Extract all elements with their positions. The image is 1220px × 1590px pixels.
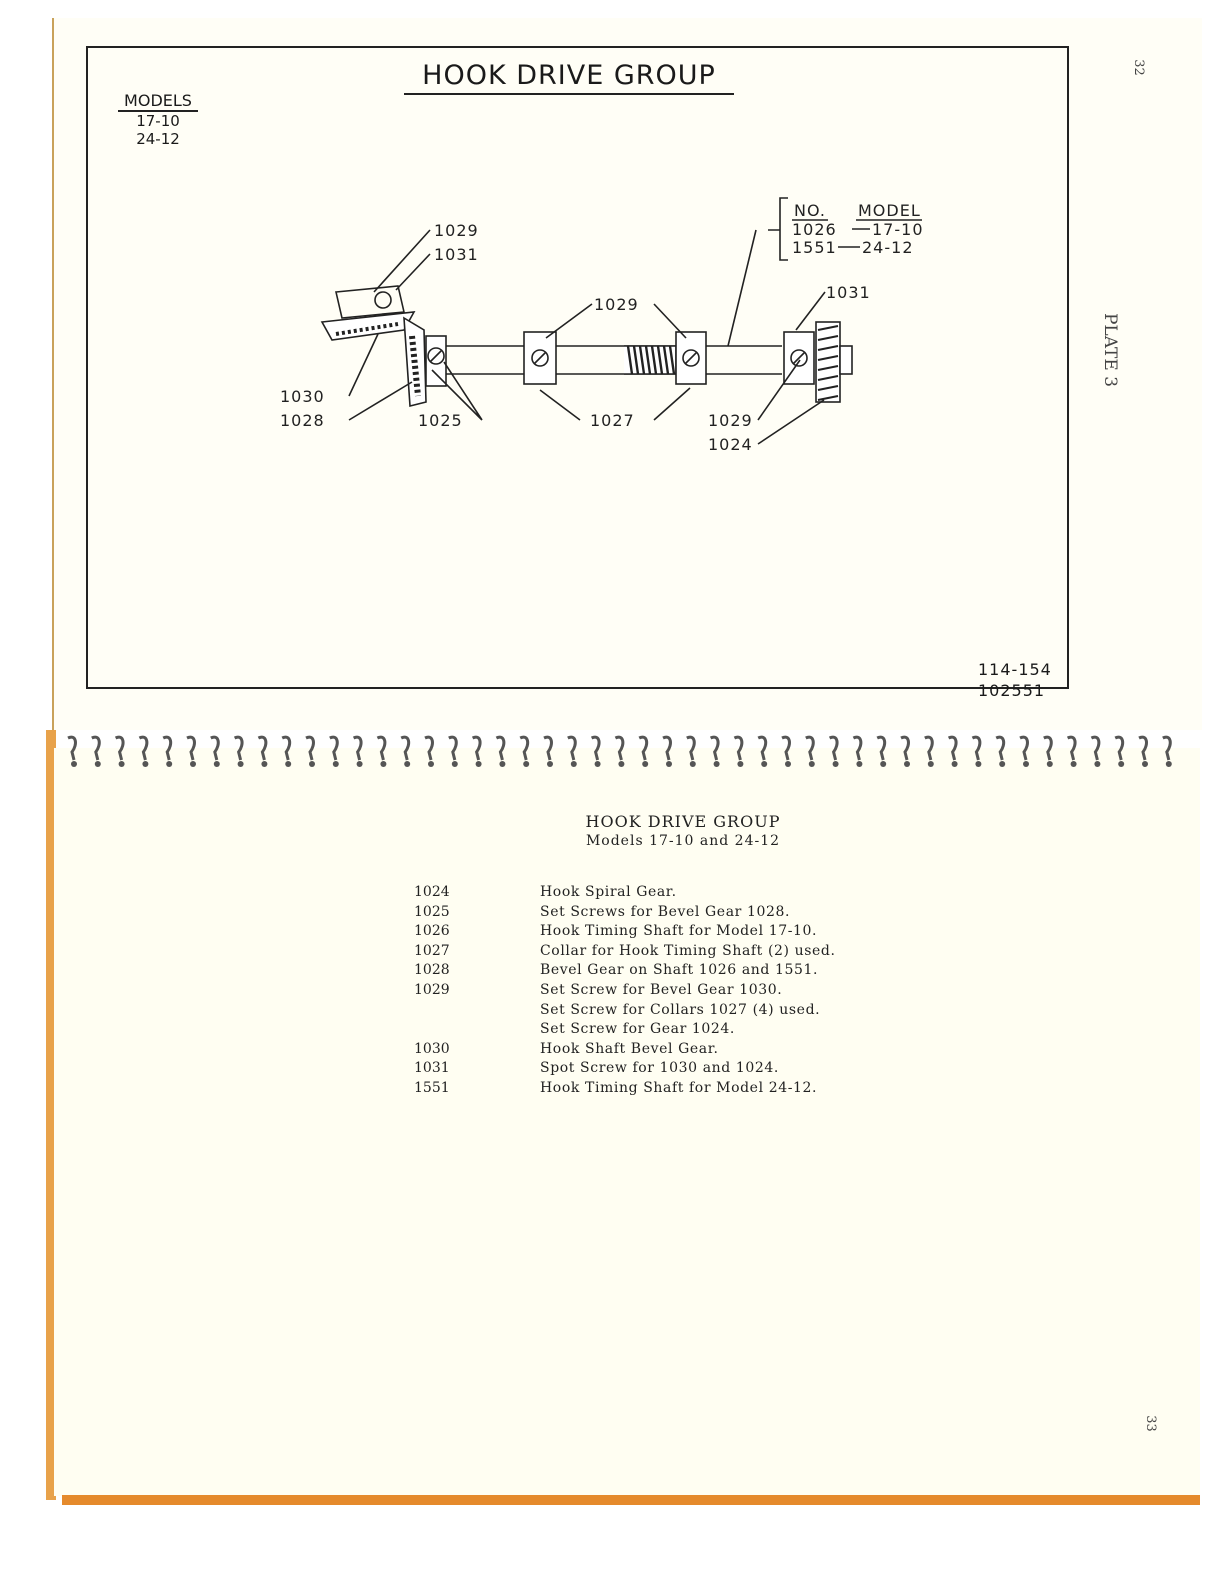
parts-row <box>414 904 836 924</box>
binding-hole <box>71 761 77 767</box>
binding-hole <box>142 761 148 767</box>
plate-side-label: PLATE 3 <box>1100 312 1120 388</box>
part-description: Hook Spiral Gear. <box>540 884 677 900</box>
bottom-page-number: 33 <box>1142 1415 1158 1432</box>
binding-hole <box>499 761 505 767</box>
binding-hole <box>238 761 244 767</box>
binding-coil <box>877 737 884 760</box>
binding-coil <box>782 737 789 760</box>
binding-hole <box>785 761 791 767</box>
drawing-number: 114-154 <box>978 660 1052 679</box>
binding-coil <box>1020 737 1027 760</box>
binding-hole <box>714 761 720 767</box>
parts-row <box>414 1002 836 1022</box>
parts-row <box>414 1041 836 1061</box>
binding-coil <box>163 737 170 760</box>
part-description: Hook Timing Shaft for Model 17-10. <box>540 923 818 940</box>
part-description: Set Screw for Bevel Gear 1030. <box>540 981 783 998</box>
callout-1025: 1025 <box>418 411 463 430</box>
part-description: Hook Timing Shaft for Model 24-12. <box>540 1079 818 1096</box>
binding-hole <box>690 761 696 767</box>
binding-coil <box>139 737 146 760</box>
binding-coil <box>1163 737 1170 760</box>
binding-hole <box>261 761 267 767</box>
drawing-number: 102551 <box>978 681 1046 700</box>
binding-hole <box>737 761 743 767</box>
binding-coil <box>377 737 384 760</box>
callout-1030: 1030 <box>280 387 325 406</box>
binding-coil <box>711 737 718 760</box>
parts-row <box>414 962 836 982</box>
binding-coil <box>306 737 313 760</box>
parts-row <box>414 982 836 1002</box>
binding-hole <box>1071 761 1077 767</box>
binding-coil <box>687 737 694 760</box>
binding-hole <box>404 761 410 767</box>
binding-hole <box>380 761 386 767</box>
binding-coil <box>282 737 289 760</box>
callout-1031: 1031 <box>434 245 479 264</box>
part-number: 1031 <box>414 1060 450 1077</box>
binding-coil <box>853 737 860 760</box>
binding-hole <box>880 761 886 767</box>
part-number <box>414 1021 540 1041</box>
legend-model: 24-12 <box>862 238 914 257</box>
binding-coil <box>758 737 765 760</box>
lower-page <box>54 748 1200 1496</box>
binding-hole <box>452 761 458 767</box>
part-description: Bevel Gear on Shaft 1026 and 1551. <box>540 962 819 979</box>
part-number: 1028 <box>414 962 450 979</box>
binding-coil <box>1139 737 1146 760</box>
legend-model: 17-10 <box>872 220 924 239</box>
binding-coil <box>568 737 575 760</box>
binding-hole <box>214 761 220 767</box>
part-number: 1030 <box>414 1040 450 1057</box>
parts-row <box>414 884 836 904</box>
binding-coil <box>92 737 99 760</box>
binding-coil <box>211 737 218 760</box>
callout-1029: 1029 <box>594 295 639 314</box>
binding-hole <box>904 761 910 767</box>
binding-hole <box>476 761 482 767</box>
binding-hole <box>618 761 624 767</box>
callout-1027: 1027 <box>590 411 635 430</box>
part-number: 1026 <box>414 923 450 940</box>
binding-edge-bottom <box>62 1495 1200 1505</box>
binding-hole <box>523 761 529 767</box>
binding-hole <box>595 761 601 767</box>
binding-coil <box>520 737 527 760</box>
binding-hole <box>1118 761 1124 767</box>
binding-coil <box>401 737 408 760</box>
part-number: 1025 <box>414 903 450 920</box>
binding-hole <box>190 761 196 767</box>
parts-row <box>414 923 836 943</box>
binding-coil <box>496 737 503 760</box>
model-line: 17-10 <box>136 112 180 130</box>
binding-coil <box>258 737 265 760</box>
part-number: 1029 <box>414 981 450 998</box>
parts-list-title: HOOK DRIVE GROUP <box>585 812 781 831</box>
callout-1029: 1029 <box>434 221 479 240</box>
callout-1029: 1029 <box>708 411 753 430</box>
binding-hole <box>357 761 363 767</box>
part-number: 1024 <box>414 884 450 900</box>
binding-hole <box>952 761 958 767</box>
binding-hole <box>119 761 125 767</box>
binding-hole <box>666 761 672 767</box>
part-number <box>414 1002 540 1022</box>
binding-hole <box>809 761 815 767</box>
binding-coil <box>830 737 837 760</box>
part-description: Set Screw for Collars 1027 (4) used. <box>540 1001 821 1018</box>
part-description: Set Screws for Bevel Gear 1028. <box>540 903 791 920</box>
hook-drive-diagram <box>0 0 1220 730</box>
binding-coil <box>925 737 932 760</box>
binding-hole <box>571 761 577 767</box>
binding-coil <box>949 737 956 760</box>
binding-coil <box>68 737 75 760</box>
binding-coil <box>187 737 194 760</box>
top-page-number: 32 <box>1130 59 1146 76</box>
binding-coil <box>663 737 670 760</box>
binding-hole <box>975 761 981 767</box>
binding-hole <box>309 761 315 767</box>
binding-hole <box>547 761 553 767</box>
parts-row <box>414 1060 836 1080</box>
plate-title: HOOK DRIVE GROUP <box>404 60 734 95</box>
parts-row <box>414 1021 836 1041</box>
binding-coil <box>806 737 813 760</box>
parts-row <box>414 943 836 963</box>
part-description: Hook Shaft Bevel Gear. <box>540 1040 719 1057</box>
binding-coil <box>901 737 908 760</box>
binding-hole <box>285 761 291 767</box>
binding-hole <box>333 761 339 767</box>
callout-1031: 1031 <box>826 283 871 302</box>
part-description: Collar for Hook Timing Shaft (2) used. <box>540 942 836 959</box>
binding-coil <box>330 737 337 760</box>
parts-list <box>414 884 836 1100</box>
parts-row <box>414 1080 836 1100</box>
binding-coil <box>449 737 456 760</box>
spiral-binding <box>60 730 1200 770</box>
binding-coil <box>425 737 432 760</box>
binding-hole <box>95 761 101 767</box>
binding-coil <box>473 737 480 760</box>
legend-header-no: NO. <box>794 201 826 220</box>
models-heading: MODELS <box>118 91 198 112</box>
binding-coil <box>1044 737 1051 760</box>
binding-hole <box>166 761 172 767</box>
callout-1028: 1028 <box>280 411 325 430</box>
binding-coil <box>972 737 979 760</box>
binding-coil <box>734 737 741 760</box>
callout-1024: 1024 <box>708 435 753 454</box>
binding-coil <box>544 737 551 760</box>
binding-hole <box>428 761 434 767</box>
part-description: Set Screw for Gear 1024. <box>540 1021 735 1038</box>
binding-hole <box>1047 761 1053 767</box>
binding-coil <box>615 737 622 760</box>
part-description: Spot Screw for 1030 and 1024. <box>540 1060 779 1077</box>
binding-coil <box>996 737 1003 760</box>
binding-coil <box>235 737 242 760</box>
binding-hole <box>1166 761 1172 767</box>
binding-coil <box>1115 737 1122 760</box>
binding-coil <box>354 737 361 760</box>
binding-coil <box>592 737 599 760</box>
binding-hole <box>1094 761 1100 767</box>
binding-coil <box>1068 737 1075 760</box>
binding-coil <box>116 737 123 760</box>
parts-list-subtitle: Models 17-10 and 24-12 <box>585 833 781 849</box>
binding-hole <box>833 761 839 767</box>
legend-header-model: MODEL <box>858 201 921 220</box>
model-line: 24-12 <box>136 130 180 148</box>
binding-hole <box>999 761 1005 767</box>
binding-hole <box>928 761 934 767</box>
binding-hole <box>761 761 767 767</box>
part-number: 1027 <box>414 942 450 959</box>
binding-coil <box>1091 737 1098 760</box>
binding-hole <box>1142 761 1148 767</box>
binding-hole <box>1023 761 1029 767</box>
part-number: 1551 <box>414 1079 450 1096</box>
binding-hole <box>856 761 862 767</box>
binding-coil <box>639 737 646 760</box>
legend-no: 1551 <box>792 238 837 257</box>
binding-hole <box>642 761 648 767</box>
legend-no: 1026 <box>792 220 837 239</box>
